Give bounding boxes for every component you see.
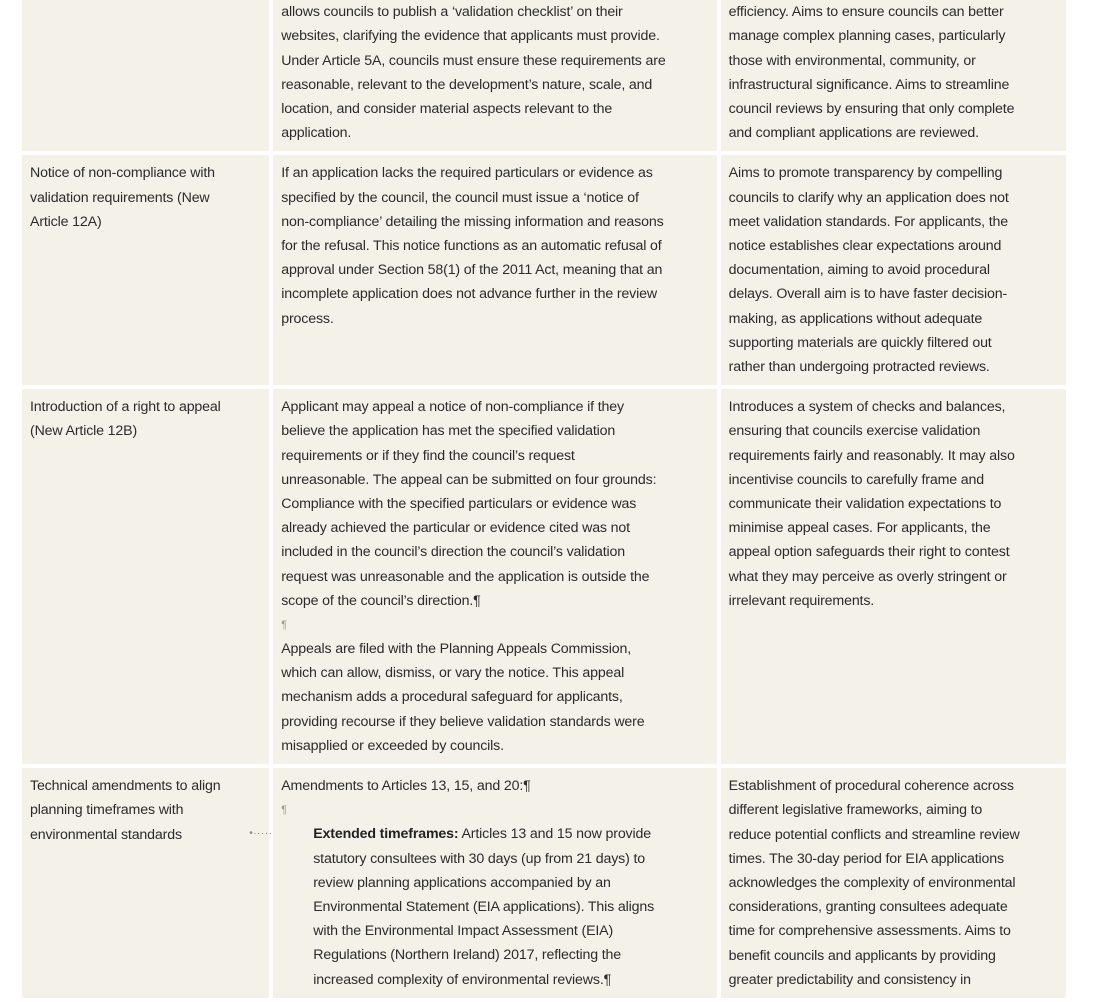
description-line: approval under Section 58(1) of the 2011 Act, meaning that an: [281, 258, 708, 282]
pilcrow-mark: ¶: [281, 798, 708, 822]
description-line: providing recourse if they believe validation standards were: [281, 710, 708, 734]
aims-line: supporting materials are quickly filtered out: [729, 331, 1058, 355]
description-line: misapplied or exceeded by councils.: [281, 734, 708, 758]
aims-line: ensuring that councils exercise validation: [729, 419, 1058, 443]
aims-line: incentivise councils to carefully frame and: [729, 468, 1058, 492]
aims-line: making, as applications without adequate: [729, 307, 1058, 331]
description-line: allows councils to publish a ‘validation checklist’ on their: [281, 0, 708, 24]
provision-title-line: Introduction of a right to appeal: [30, 395, 261, 419]
description-line: request was unreasonable and the application is outside the: [281, 565, 708, 589]
table-row: [22, 0, 1066, 151]
description-line: specified by the council, the council must issue a ‘notice of: [281, 186, 708, 210]
description-line: included in the council’s direction the council’s validation: [281, 540, 708, 564]
bullet-line: increased complexity of environmental reviews.¶: [313, 968, 708, 992]
provision-title-line: Notice of non-compliance with: [30, 161, 261, 185]
provision-title-line: validation requirements (New: [30, 186, 261, 210]
description-line: process.: [281, 307, 708, 331]
provision-title-cell: [22, 389, 269, 764]
aims-line: infrastructural significance. Aims to streamline: [729, 73, 1058, 97]
description-line: believe the application has met the specified validation: [281, 419, 708, 443]
description-line: non-compliance’ detailing the missing information and reasons: [281, 210, 708, 234]
pilcrow-mark: ¶: [281, 613, 708, 637]
description-cell: [273, 0, 716, 151]
description-line: Under Article 5A, councils must ensure these requirements are: [281, 49, 708, 73]
aims-line: what they may perceive as overly stringent or: [729, 565, 1058, 589]
bullet-label: Extended timeframes:: [313, 826, 458, 842]
aims-line: communicate their validation expectations to: [729, 492, 1058, 516]
description-cell: [273, 155, 716, 385]
table-row: [22, 768, 1066, 998]
bullet-line: Regulations (Northern Ireland) 2017, reflecting the: [313, 943, 708, 967]
description-line: already achieved the particular or evidence cited was not: [281, 516, 708, 540]
aims-line: those with environmental, community, or: [729, 49, 1058, 73]
aims-line: greater predictability and consistency in: [729, 968, 1058, 992]
aims-cell: [721, 768, 1066, 998]
aims-line: minimise appeal cases. For applicants, the: [729, 516, 1058, 540]
description-cell: [273, 768, 716, 998]
aims-line: considerations, granting consultees adequate: [729, 895, 1058, 919]
aims-line: delays. Overall aim is to have faster decision-: [729, 282, 1058, 306]
description-line: If an application lacks the required particulars or evidence as: [281, 161, 708, 185]
aims-line: appeal option safeguards their right to contest: [729, 540, 1058, 564]
description-line: which can allow, dismiss, or vary the notice. This appeal: [281, 661, 708, 685]
aims-line: Establishment of procedural coherence across: [729, 774, 1058, 798]
aims-line: reduce potential conflicts and streamline review: [729, 823, 1058, 847]
aims-line: Aims to promote transparency by compelling: [729, 161, 1058, 185]
bullet-text: Articles 13 and 15 now provide: [458, 826, 651, 842]
bullet-line: with the Environmental Impact Assessment (EIA): [313, 919, 708, 943]
table-row: [22, 389, 1066, 764]
provision-title-cell: [22, 155, 269, 385]
bullet-line: Environmental Statement (EIA applications). This aligns: [313, 895, 708, 919]
aims-line: meet validation standards. For applicants, the: [729, 210, 1058, 234]
description-line: unreasonable. The appeal can be submitted on four grounds:: [281, 468, 708, 492]
description-intro: Amendments to Articles 13, 15, and 20:¶: [281, 774, 708, 798]
bullet-first-line: [313, 822, 708, 846]
provision-title-cell: [22, 768, 269, 998]
aims-line: rather than undergoing protracted reviews.: [729, 355, 1058, 379]
provision-title-line: Article 12A): [30, 210, 261, 234]
aims-line: benefit councils and applicants by providing: [729, 944, 1058, 968]
description-line: application.: [281, 121, 708, 145]
aims-line: times. The 30-day period for EIA applications: [729, 847, 1058, 871]
bullet-item: [281, 822, 708, 991]
provision-title-line: planning timeframes with: [30, 798, 261, 822]
legislation-table: [18, 0, 1070, 1002]
description-line: mechanism adds a procedural safeguard for applicants,: [281, 685, 708, 709]
aims-line: requirements fairly and reasonably. It may also: [729, 444, 1058, 468]
aims-line: acknowledges the complexity of environmental: [729, 871, 1058, 895]
description-line: websites, clarifying the evidence that applicants must provide.: [281, 24, 708, 48]
aims-line: council reviews by ensuring that only complete: [729, 97, 1058, 121]
table-row: [22, 155, 1066, 385]
aims-line: manage complex planning cases, particularly: [729, 24, 1058, 48]
aims-line: Introduces a system of checks and balances,: [729, 395, 1058, 419]
description-line: for the refusal. This notice functions as an automatic refusal of: [281, 234, 708, 258]
bullet-marker: •·····: [249, 822, 272, 846]
description-line: incomplete application does not advance further in the review: [281, 282, 708, 306]
provision-title-line: environmental standards: [30, 823, 261, 847]
aims-line: councils to clarify why an application does not: [729, 186, 1058, 210]
description-line: requirements or if they find the council’s request: [281, 444, 708, 468]
description-line: reasonable, relevant to the development’s nature, scale, and: [281, 73, 708, 97]
provision-title-cell: [22, 0, 269, 151]
aims-line: efficiency. Aims to ensure councils can better: [729, 0, 1058, 24]
provision-title-line: (New Article 12B): [30, 419, 261, 443]
aims-cell: [721, 155, 1066, 385]
aims-cell: [721, 0, 1066, 151]
description-line: location, and consider material aspects relevant to the: [281, 97, 708, 121]
bullet-line: review planning applications accompanied by an: [313, 871, 708, 895]
description-line: Appeals are filed with the Planning Appeals Commission,: [281, 637, 708, 661]
provision-title-line: Technical amendments to align: [30, 774, 261, 798]
aims-line: documentation, aiming to avoid procedural: [729, 258, 1058, 282]
aims-line: and compliant applications are reviewed.: [729, 121, 1058, 145]
aims-line: irrelevant requirements.: [729, 589, 1058, 613]
aims-line: time for comprehensive assessments. Aims to: [729, 919, 1058, 943]
description-line: scope of the council’s direction.¶: [281, 589, 708, 613]
aims-line: notice establishes clear expectations around: [729, 234, 1058, 258]
description-line: Compliance with the specified particulars or evidence was: [281, 492, 708, 516]
description-line: Applicant may appeal a notice of non-compliance if they: [281, 395, 708, 419]
description-cell: [273, 389, 716, 764]
aims-line: different legislative frameworks, aiming to: [729, 798, 1058, 822]
aims-cell: [721, 389, 1066, 764]
bullet-line: statutory consultees with 30 days (up from 21 days) to: [313, 847, 708, 871]
